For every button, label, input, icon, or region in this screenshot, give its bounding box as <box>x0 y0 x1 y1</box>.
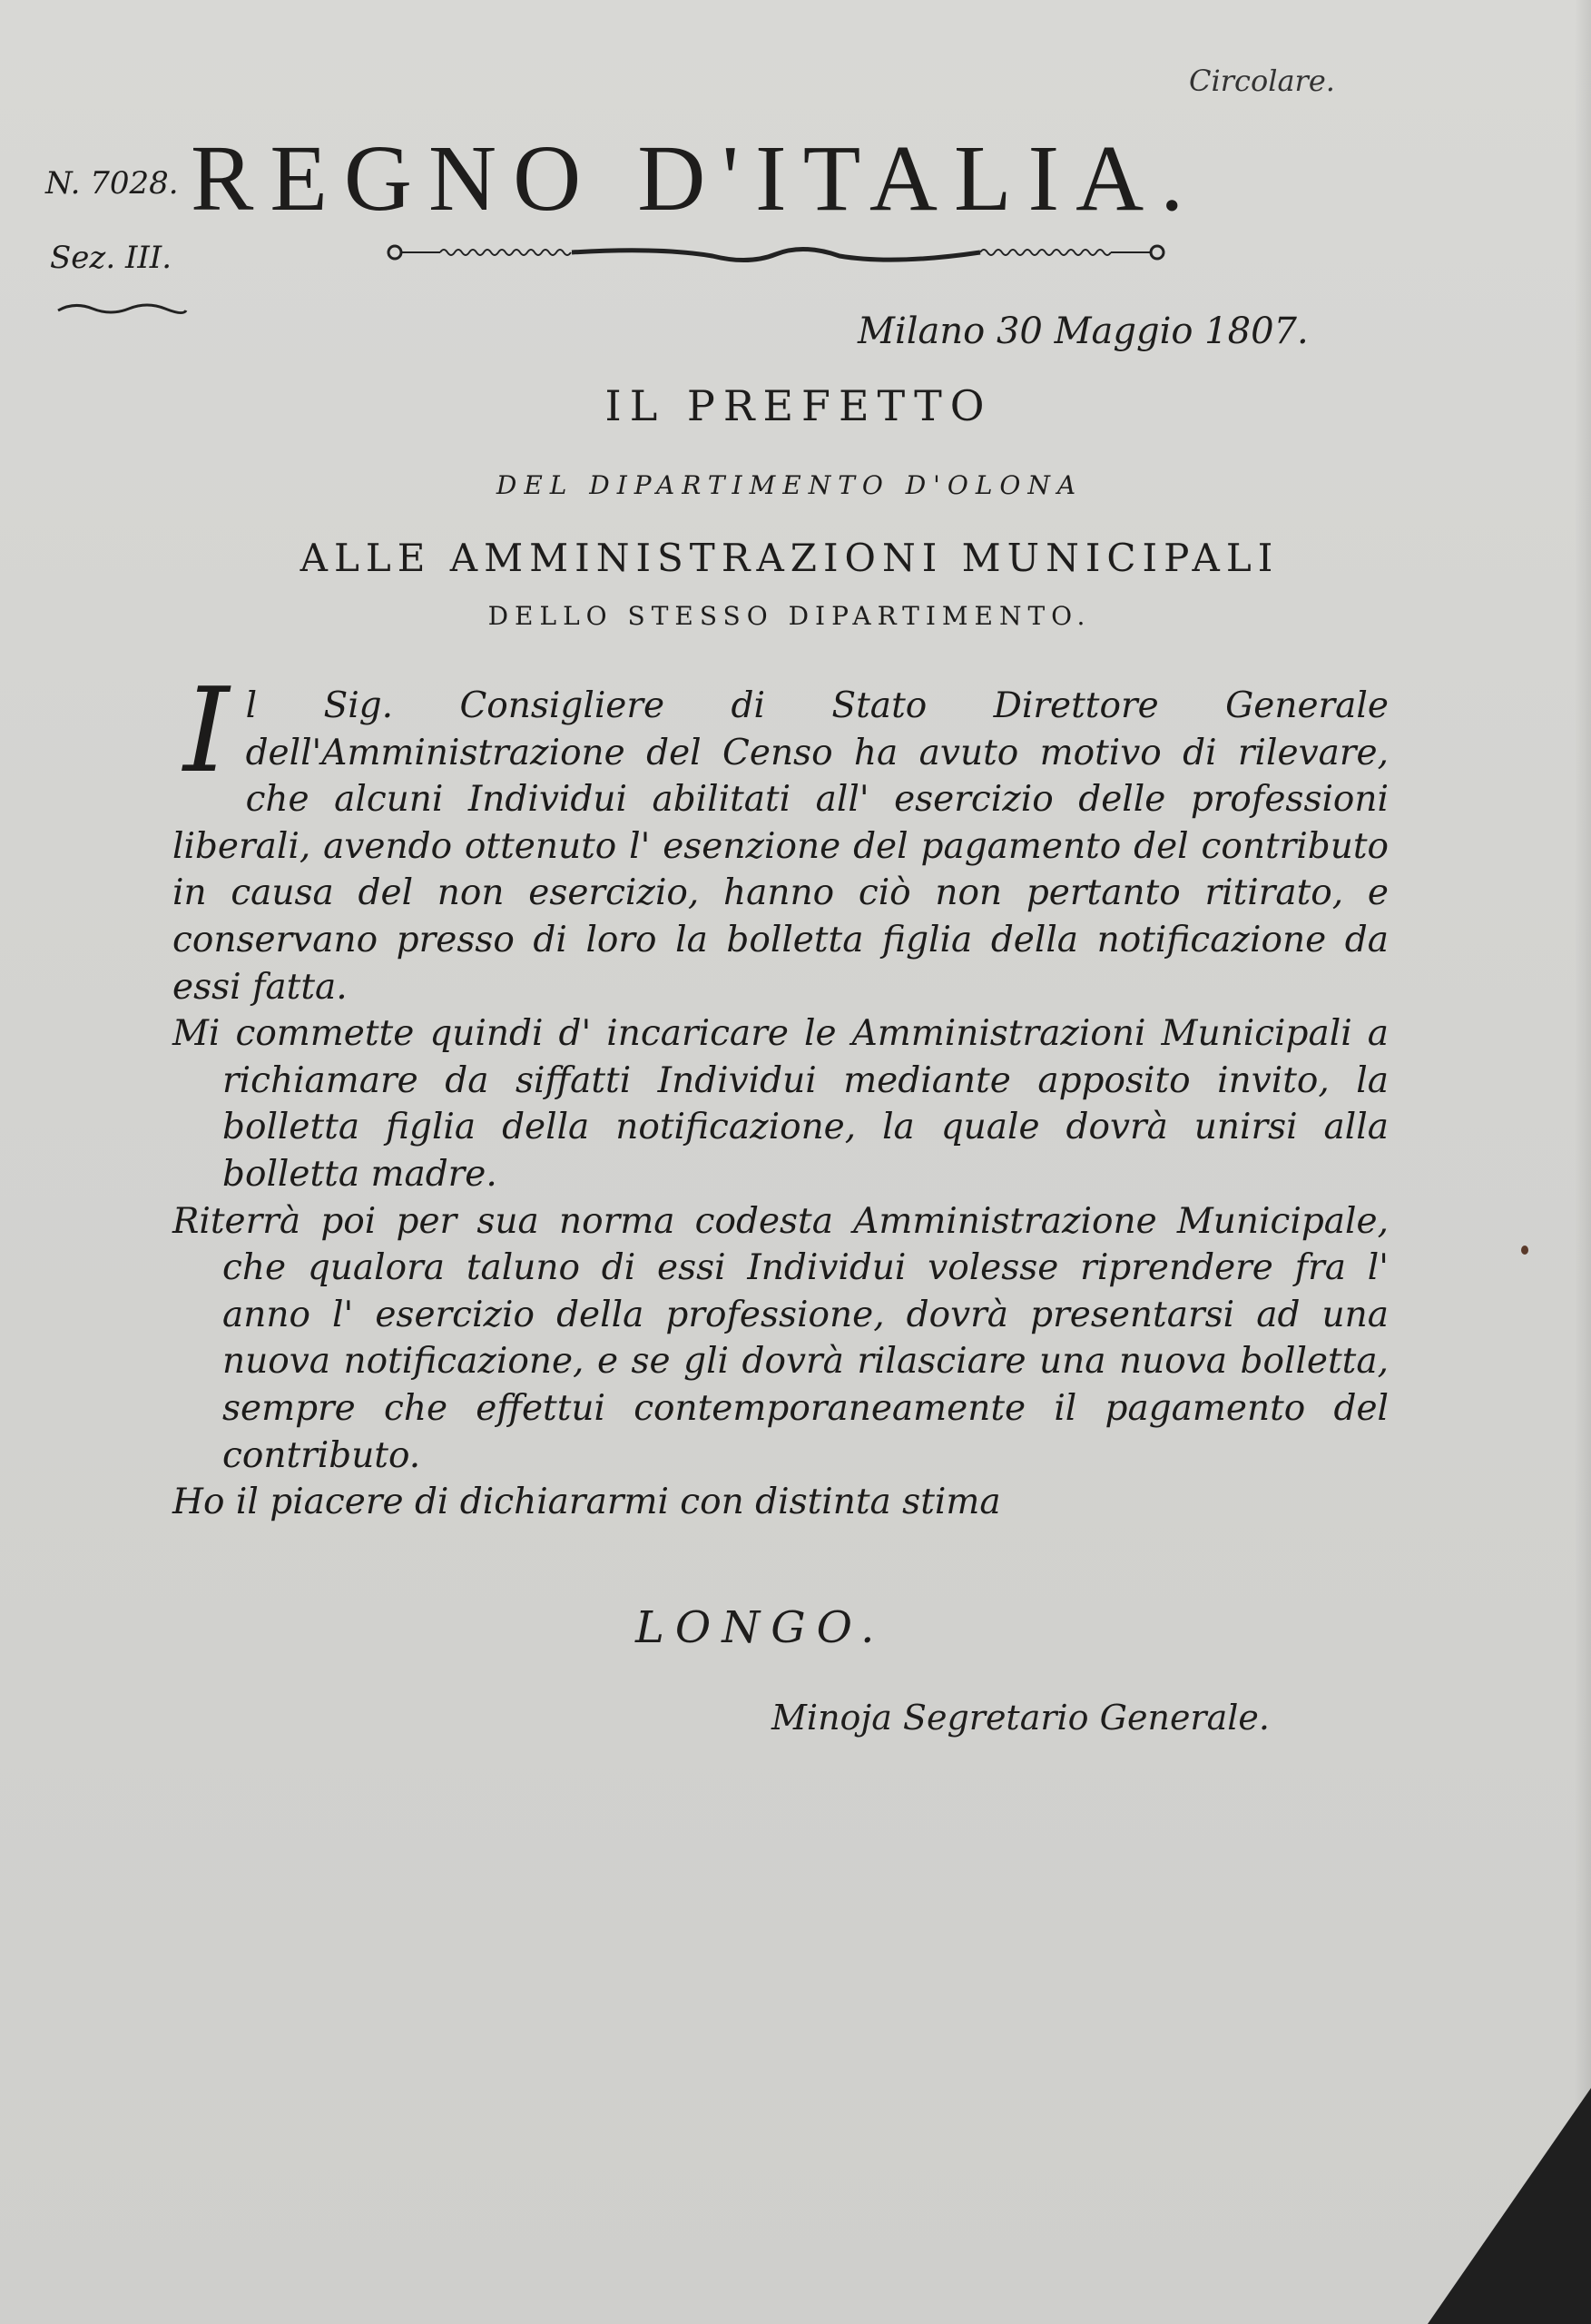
date-line: Milano 30 Maggio 1807. <box>858 310 1309 352</box>
addressee-title: ALLE AMMINISTRAZIONI MUNICIPALI <box>300 536 1280 580</box>
title-ornament-rule <box>386 234 1166 271</box>
addressee-subtitle: DELLO STESSO DIPARTIMENTO. <box>487 601 1092 631</box>
addressor-department: DEL DIPARTIMENTO D'OLONA <box>496 470 1084 500</box>
body-paragraph-2: Mi commette quindi d' incaricare le Amministrazioni Municipali a richiamare da siffatti Individui mediante apposito invito, la bolletta figlia della notificazione, la quale dovrà unirsi alla bolletta madre. <box>172 1013 1389 1195</box>
body-paragraph-4: Ho il piacere di dichiararmi con distinta stima <box>172 1482 1001 1523</box>
body-paragraph-1-text: l Sig. Consigliere di Stato Direttore Generale dell'Amministrazione del Censo ha avuto motivo di rilevare, che alcuni Individui abilitati all' esercizio delle professioni liberali, avendo ottenuto l' esenzione del pagamento del contributo in causa del non esercizio, hanno ciò non pertanto ritirato, e conservano presso di loro la bolletta figlia della notificazione da essi fatta. <box>172 685 1389 1008</box>
drop-cap: I <box>183 664 230 799</box>
body-paragraph-1 <box>172 664 1389 1010</box>
document-number: N. 7028. <box>45 165 179 202</box>
paper-speck <box>1521 1246 1528 1255</box>
page-corner-shadow <box>1428 2088 1591 2324</box>
addressor-title: IL PREFETTO <box>604 381 993 430</box>
prefect-signature: LONGO. <box>635 1602 886 1653</box>
secretary-line: Minoja Segretario Generale. <box>771 1698 1270 1738</box>
section-ornament-rule <box>56 300 188 320</box>
kingdom-title: REGNO D'ITALIA. <box>191 126 1201 231</box>
circular-label: Circolare. <box>1189 64 1335 98</box>
section-label: Sez. III. <box>50 240 172 276</box>
page-edge-shading <box>1575 0 1591 2324</box>
body-paragraph-3: Riterrà poi per sua norma codesta Amministrazione Municipale, che qualora taluno di essi Individui volesse riprendere fra l' anno l' esercizio della professione, dovrà presentarsi ad una nuova notificazione, e se gli dovrà rilasciare una nuova bolletta, sempre che effettui contemporaneamente il pagamento del contributo. <box>172 1200 1389 1476</box>
circular-body <box>172 664 1389 1526</box>
